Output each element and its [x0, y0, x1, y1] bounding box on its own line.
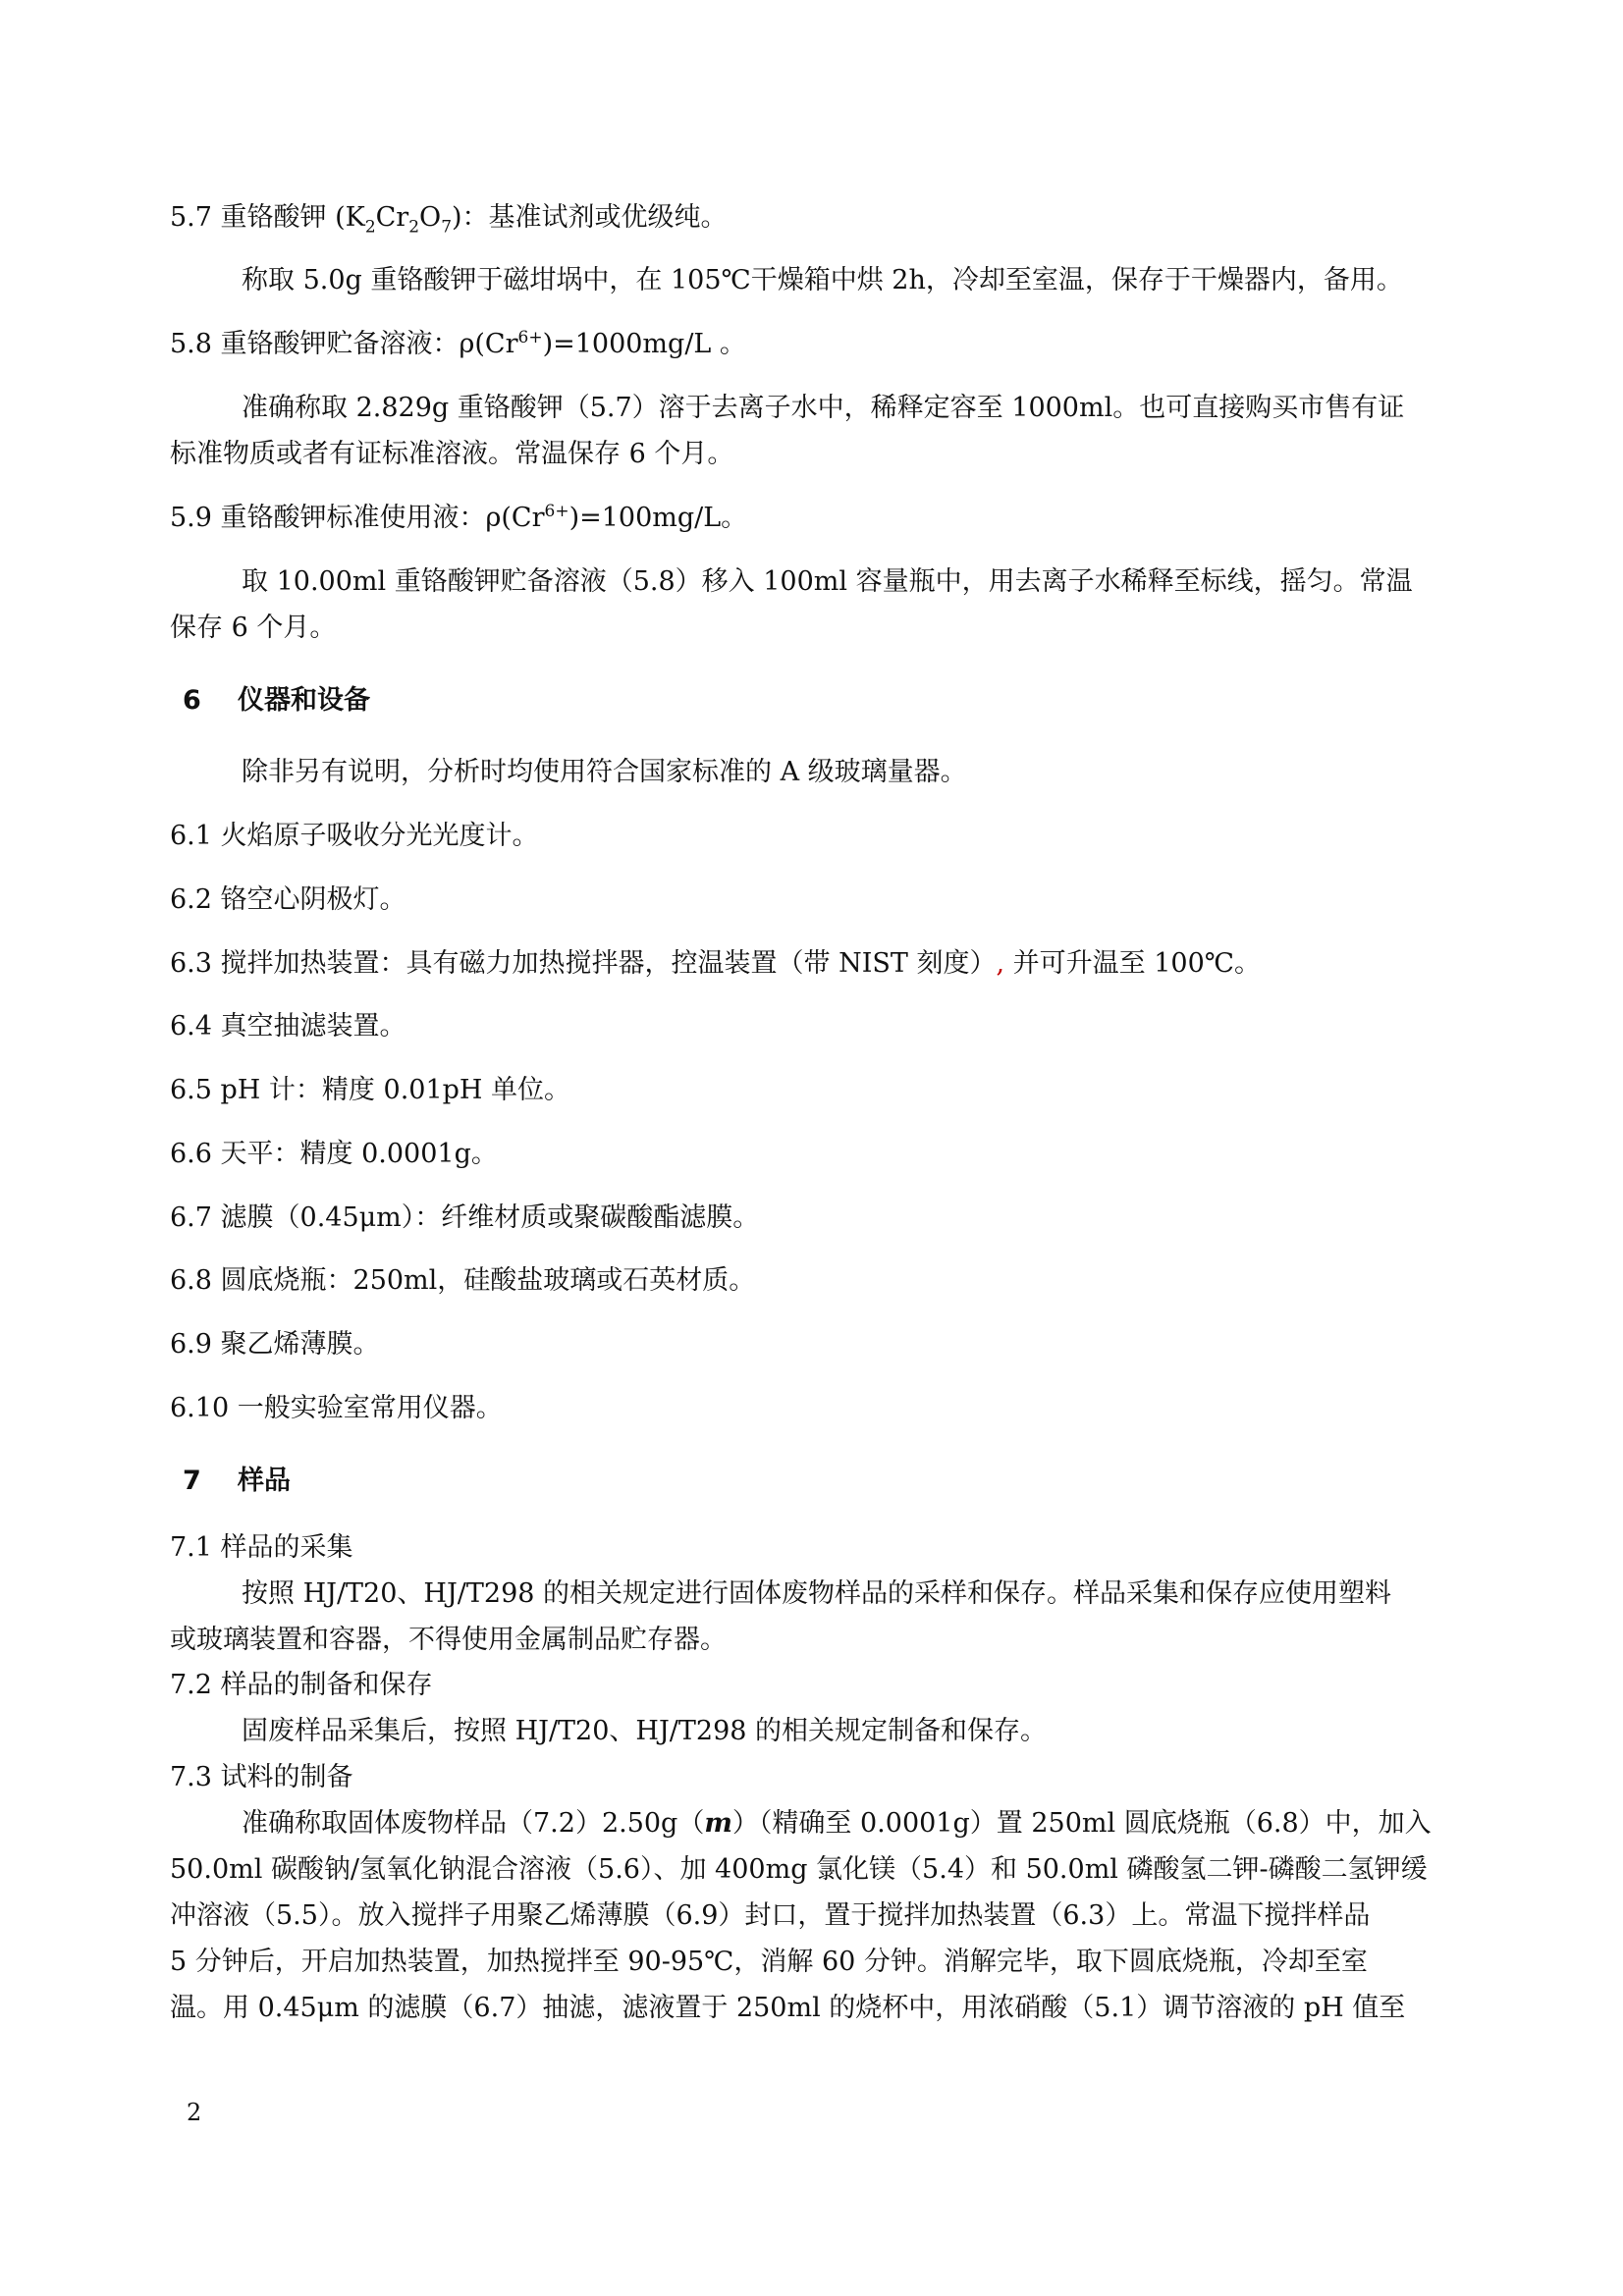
- paragraph-5-7: 称取 5.0g 重铬酸钾于磁坩埚中，在 105℃干燥箱中烘 2h，冷却至室温，保存于干燥器内，备用。: [242, 265, 1403, 295]
- section-6-number: 6: [183, 685, 201, 716]
- clause-7-1: 7.1 样品的采集: [170, 1532, 353, 1563]
- clause-5-7-sub-2: 2: [408, 217, 420, 238]
- section-7-heading: [183, 1462, 291, 1501]
- paragraph-7-3-mass-symbol: m: [704, 1808, 732, 1839]
- clause-6-6: 6.6 天平：精度 0.0001g。: [170, 1139, 498, 1169]
- clause-6-1: 6.1 火焰原子吸收分光光度计。: [170, 821, 539, 851]
- clause-5-7-text-b: Cr: [375, 202, 409, 233]
- clause-5-7-text-a: 5.7 重铬酸钾 (K: [170, 202, 365, 233]
- paragraph-7-3-line-3: 冲溶液（5.5）。放入搅拌子用聚乙烯薄膜（6.9）封口，置于搅拌加热装置（6.3）上。常温下搅拌样品: [170, 1900, 1371, 1931]
- paragraph-7-3-line-5: 温。用 0.45μm 的滤膜（6.7）抽滤，滤液置于 250ml 的烧杯中，用浓硝酸（5.1）调节溶液的 pH 值至: [170, 1993, 1406, 2023]
- clause-5-7-text-d: )：基准试剂或优级纯。: [452, 202, 728, 233]
- clause-5-8-sup: 6+: [517, 328, 543, 347]
- clause-5-8-text-b: )=1000mg/L 。: [542, 329, 746, 359]
- clause-6-9: 6.9 聚乙烯薄膜。: [170, 1329, 380, 1360]
- paragraph-5-9-line-1: 取 10.00ml 重铬酸钾贮备溶液（5.8）移入 100ml 容量瓶中，用去离子水稀释至标线，摇匀。常温: [242, 566, 1413, 597]
- clause-6-4: 6.4 真空抽滤装置。: [170, 1011, 406, 1041]
- clause-6-10: 6.10 一般实验室常用仪器。: [170, 1393, 503, 1423]
- clause-6-3: [170, 944, 1261, 984]
- clause-5-9: [170, 499, 747, 538]
- clause-5-7-sub-3: 7: [441, 217, 453, 238]
- clause-6-3-text-b: 并可升温至 100℃。: [1004, 948, 1261, 979]
- clause-5-8-text-a: 5.8 重铬酸钾贮备溶液：ρ(Cr: [170, 329, 518, 359]
- paragraph-5-9-line-2: 保存 6 个月。: [170, 613, 337, 643]
- clause-6-3-red-comma: ,: [996, 948, 1005, 979]
- clause-6-7: 6.7 滤膜（0.45μm）：纤维材质或聚碳酸酯滤膜。: [170, 1202, 760, 1233]
- clause-5-9-sup: 6+: [544, 502, 569, 521]
- paragraph-7-3-line-1-b: ）（精确至 0.0001g）置 250ml 圆底烧瓶（6.8）中，加入: [731, 1808, 1432, 1839]
- clause-5-7-text-c: O: [419, 202, 442, 233]
- clause-7-2: 7.2 样品的制备和保存: [170, 1670, 433, 1700]
- clause-5-8: [170, 325, 746, 364]
- paragraph-5-8-line-2: 标准物质或者有证标准溶液。常温保存 6 个月。: [170, 439, 734, 469]
- page-number: 2: [187, 2099, 202, 2126]
- paragraph-6: 除非另有说明，分析时均使用符合国家标准的 A 级玻璃量器。: [242, 757, 967, 787]
- section-7-title: 样品: [238, 1466, 291, 1496]
- paragraph-7-3-line-1-a: 准确称取固体废物样品（7.2）2.50g（: [242, 1808, 705, 1839]
- paragraph-5-8-line-1: 准确称取 2.829g 重铬酸钾（5.7）溶于去离子水中，稀释定容至 1000ml。也可直接购买市售有证: [242, 393, 1405, 423]
- clause-6-3-text-a: 6.3 搅拌加热装置：具有磁力加热搅拌器，控温装置（带 NIST 刻度）: [170, 948, 997, 979]
- clause-5-9-text-a: 5.9 重铬酸钾标准使用液：ρ(Cr: [170, 503, 545, 533]
- section-6-heading: [183, 681, 370, 721]
- paragraph-7-1-line-1: 按照 HJ/T20、HJ/T298 的相关规定进行固体废物样品的采样和保存。样品采集和保存应使用塑料: [242, 1578, 1392, 1609]
- clause-6-5: 6.5 pH 计：精度 0.01pH 单位。: [170, 1075, 571, 1105]
- paragraph-7-3-line-1: [242, 1804, 1432, 1843]
- clause-6-8: 6.8 圆底烧瓶：250ml，硅酸盐玻璃或石英材质。: [170, 1265, 756, 1296]
- clause-5-7-sub-1: 2: [364, 217, 376, 238]
- clause-5-9-text-b: )=100mg/L。: [568, 503, 748, 533]
- paragraph-7-3-line-2: 50.0ml 碳酸钠/氢氧化钠混合溶液（5.6）、加 400mg 氯化镁（5.4）和 50.0ml 磷酸氢二钾-磷酸二氢钾缓: [170, 1854, 1428, 1885]
- clause-6-2: 6.2 铬空心阴极灯。: [170, 884, 406, 915]
- clause-5-7: [170, 198, 728, 238]
- section-6-title: 仪器和设备: [238, 685, 370, 716]
- paragraph-7-1-line-2: 或玻璃装置和容器，不得使用金属制品贮存器。: [170, 1625, 727, 1655]
- clause-7-3: 7.3 试料的制备: [170, 1762, 353, 1792]
- paragraph-7-3-line-4: 5 分钟后，开启加热装置，加热搅拌至 90-95℃，消解 60 分钟。消解完毕，取下圆底烧瓶，冷却至室: [170, 1947, 1368, 1977]
- section-7-number: 7: [183, 1466, 201, 1496]
- paragraph-7-2: 固废样品采集后，按照 HJ/T20、HJ/T298 的相关规定制备和保存。: [242, 1716, 1048, 1746]
